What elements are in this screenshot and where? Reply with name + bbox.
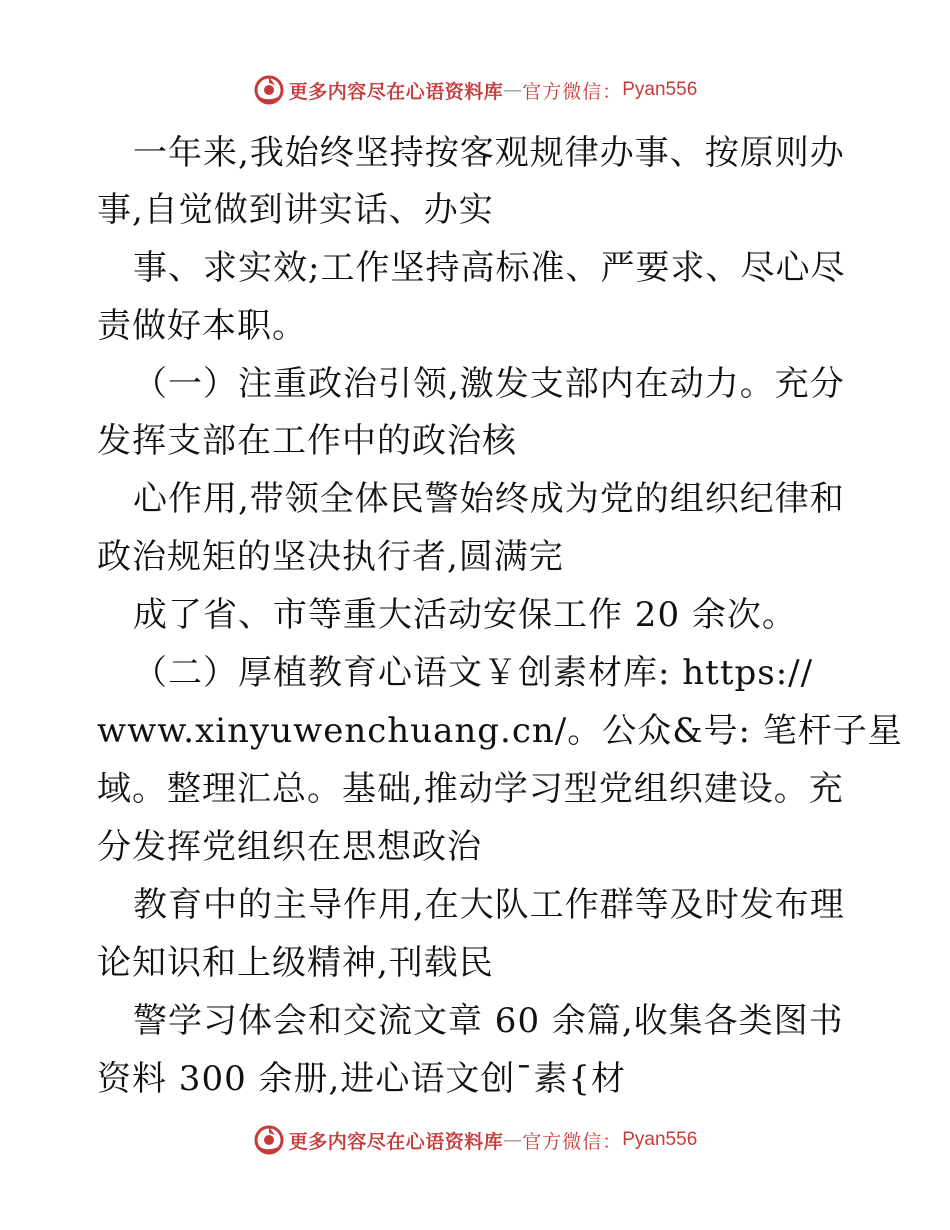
body-line: （二）厚植教育心语文￥创素材库: https:// [133, 653, 814, 693]
library-logo-icon [253, 1124, 285, 1156]
banner-official-label: 官方微信： [522, 80, 623, 103]
body-line: 教育中的主导作用,在大队工作群等及时发布理 [133, 885, 845, 925]
banner-official-label: 官方微信： [522, 1130, 623, 1153]
banner-account-id: Pyan556 [622, 79, 698, 100]
body-line: 域。整理汇总。基础,推动学习型党组织建设。充 [97, 769, 844, 809]
body-line: 事,自觉做到讲实话、办实 [97, 190, 494, 230]
body-line: 警学习体会和交流文章 60 余篇,收集各类图书 [133, 1001, 844, 1041]
body-line: 责做好本职。 [97, 306, 307, 346]
body-line: 事、求实效;工作坚持高标准、严要求、尽心尽 [133, 248, 846, 288]
body-line: 分发挥党组织在思想政治 [97, 827, 482, 867]
body-line: 成了省、市等重大活动安保工作 20 余次。 [133, 595, 797, 635]
body-line: 一年来,我始终坚持按客观规律办事、按原则办 [133, 133, 845, 173]
body-line: 政治规矩的坚决执行者,圆满完 [97, 537, 564, 577]
banner-main-text: 更多内容尽在心语资料库 [288, 80, 504, 103]
banner-separator: — [503, 1129, 523, 1151]
body-line: 论知识和上级精神,刊载民 [97, 943, 494, 983]
banner-main-text: 更多内容尽在心语资料库 [288, 1130, 504, 1153]
body-line: www.xinyuwenchuang.cn/。公众&号: 笔杆子星 [97, 711, 903, 751]
body-line: 资料 300 余册,进心语文创¯素{材 [97, 1059, 626, 1099]
body-line: 心作用,带领全体民警始终成为党的组织纪律和 [133, 479, 845, 519]
body-line: （一）注重政治引领,激发支部内在动力。充分 [133, 364, 845, 404]
body-line: 发挥支部在工作中的政治核 [97, 421, 517, 461]
footer-banner [0, 1120, 950, 1160]
banner-account-id: Pyan556 [622, 1129, 698, 1150]
banner-separator: — [503, 79, 523, 101]
